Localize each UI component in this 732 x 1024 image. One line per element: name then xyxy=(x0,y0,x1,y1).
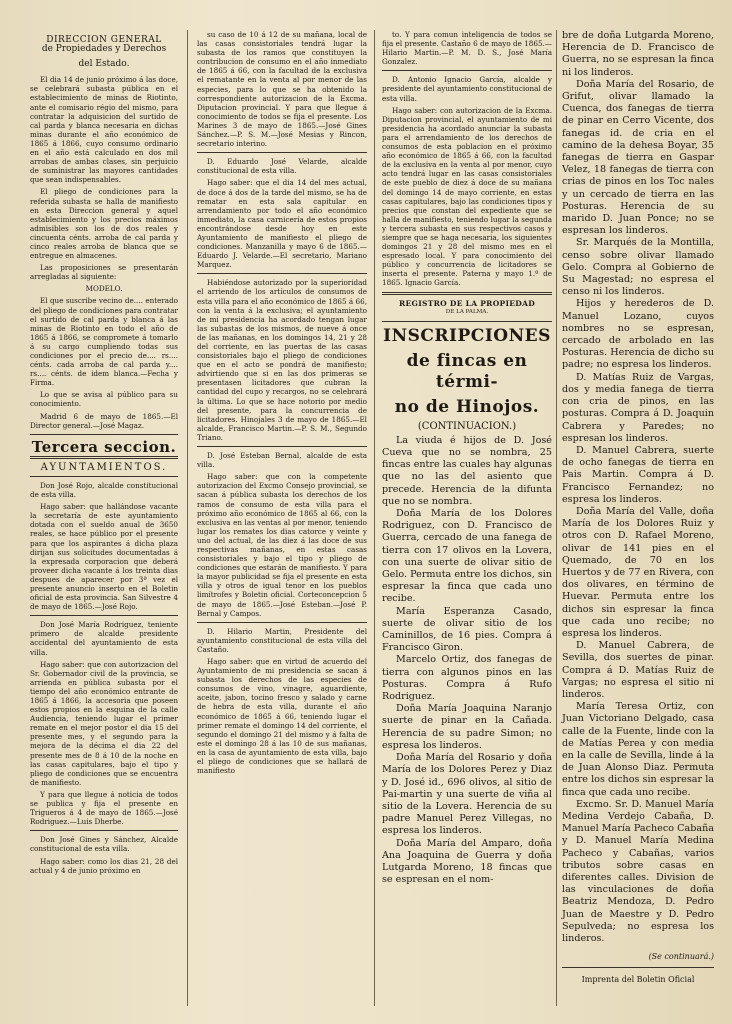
title-line-3: no de Hinojos. xyxy=(394,396,540,417)
title-line-2: de fincas en térmi- xyxy=(406,350,528,392)
paragraph: Hago saber: con autorizacion de la Excma. Diputacion provincial, el ayuntamiento de mi presidencia ha acordado anunciar la subasta para el arrendamiento de los derechos de consumos de esta poblacion en el próximo año económico de 1865 á 66, con la facultad de la exclusiva en la venta al por menor, cuyo acto tendrá lugar en las casas consistoriales de este pueblo de diez á doce de su mañana del domingo 14 de mayo corriente, en estas casas capitulares, bajo las condiciones tipos y precios que constan del expediente que se halla de manifiesto, teniendo lugar la segunda y tercera subasta en sus respectivos casos y siempre que se haga necesaria, los siguientes domingos 21 y 28 del mismo mes en el espresado local. Y para conocimiento del público y concurrencia de licitadores se inserta el presente. Paterna y mayo 1.º de 1865. Ignacio García. xyxy=(382,105,552,288)
paragraph: D. Manuel Cabrera, suerte de ocho fanegas de tierra en Pais Martin. Compra á D. Francisco Fernandez; no espresa los linderos. xyxy=(562,444,714,505)
heading-propiedades: de Propiedades y Derechos xyxy=(41,44,167,55)
divider xyxy=(197,273,367,274)
modelo-heading: MODELO. xyxy=(85,284,123,294)
paragraph: Doña María de los Dolores Rodriguez, con D. Francisco de Guerra, cercado de una fanega de tierra con 17 olivos en la Lovera, con una suerte de olivar sitio de Gelo. Permuta entre los dichos, sin espresar la finca que cada uno recibe. xyxy=(382,508,552,605)
paragraph: La viuda é hijos de D. José Cueva que no se nombra, 25 fincas entre las cuales hay algunas que no las del asiento que precede. Herencia de la difunta que no se nombra. xyxy=(382,434,552,507)
paragraph: D. José Esteban Bernal, alcalde de esta villa. xyxy=(197,451,367,470)
paragraph: D. Antonio Ignacio García, alcalde y presidente del ayuntamiento constitucional de esta villa. xyxy=(382,75,552,103)
paragraph: Doña María del Valle, doña María de los Dolores Ruiz y otros con D. Rafael Moreno, olivar de 141 pies en el Quemado, de 70 en los Huertos y de 77 en Rivera, con dos olivares, en término de Huevar. Permuta entre los dichos sin espresar la finca que cada uno recibe; no espresa los linderos. xyxy=(562,505,714,639)
paragraph: Excmo. Sr. D. Manuel María Medina Verdejo Cabaña, D. Manuel María Pacheco Cabaña y D. Manuel María Medina Pacheco y Cabañas, varios tributos sobre casas en diferentes calles. Division de las vinculaciones de doña Beatriz Mendoza, D. Pedro Juan de Maestre y D. Pedro Sepulveda; no espresa los linderos. xyxy=(562,798,714,945)
divider xyxy=(382,292,552,295)
paragraph: Don José María Rodriguez, teniente primero de alcalde presidente accidental del ayuntamiento de esta villa. xyxy=(30,620,178,657)
registro-heading: REGISTRO DE LA PROPIEDAD xyxy=(398,298,536,308)
paragraph: D. Matías Ruiz de Vargas, dos y media fanega de tierra con cria de pinos, en las posturas. Compra á D. Joaquin Cabrera y Paredes; no espresan los linderos. xyxy=(562,371,714,444)
divider xyxy=(30,615,178,616)
heading-estado: del Estado. xyxy=(78,59,130,70)
paragraph: Madrid 6 de mayo de 1865.—El Director general.—José Magaz. xyxy=(30,411,178,430)
paragraph: Hijos y herederos de D. Manuel Lozano, cuyos nombres no se espresan, cercado de arbolado en las Posturas. Herencia de dicho su padre; no espresa los linderos. xyxy=(562,298,714,371)
column-2 xyxy=(197,30,367,778)
paragraph: D. Manuel Cabrera, de Sevilla, dos suertes de pinar. Compra á D. Matías Ruiz de Vargas; no espresa el sitio ni linderos. xyxy=(562,640,714,700)
paragraph: Hago saber: como los dias 21, 28 del actual y 4 de junio próximo en xyxy=(30,856,178,875)
divider xyxy=(197,446,367,447)
paragraph: Hago saber: que en virtud de acuerdo del Ayuntamiento de mi presidencia se sacan á subasta los derechos de las especies de consumos de vino, vinagre, aguardiente, aceite, jabon, tocino fresco y salado y carne de hebra de esta villa, durante el año económico de 1865 á 66, teniendo lugar el primer remate el domingo 14 del corriente, el segundo el domingo 21 del mismo y á falta de este el domingo 28 á las 10 de sus mañanas, en la casa de ayuntamiento de esta villa, bajo el pliego de condiciones que se hallará de manifiesto xyxy=(197,657,367,776)
column-rule xyxy=(556,30,557,1006)
paragraph: Sr. Marqués de la Montilla, censo sobre olivar llamado Gelo. Compra al Gobierno de Su Magestad; no espresa el censo ni los linderos. xyxy=(562,237,714,298)
paragraph: bre de doña Lutgarda Moreno, Herencia de D. Francisco de Guerra, no se espresan la finca ni los linderos. xyxy=(562,30,714,78)
paragraph: Las proposiciones se presentarán arregladas al siguiente: xyxy=(30,263,178,282)
divider xyxy=(30,476,178,477)
column-1 xyxy=(30,30,178,878)
column-4 xyxy=(562,30,714,987)
title-line-1: INSCRIPCIONES xyxy=(383,325,551,346)
divider xyxy=(382,70,552,71)
divider xyxy=(30,434,178,435)
paragraph: María Teresa Ortiz, con Juan Victoriano Delgado, casa calle de la Fuente, linde con la de Matías Perea y con media en la calle de Sevilla, linde á la de Juan Alonso Diaz. Permuta entre los dichos sin espresar la finca que cada uno recibe. xyxy=(562,701,714,798)
paragraph: Doña María del Amparo, doña Ana Joaquina de Guerra y doña Lutgarda Moreno, 18 fincas que se espresan en el nom- xyxy=(382,837,552,886)
heading-direccion: DIRECCION GENERAL xyxy=(46,35,162,45)
divider xyxy=(382,321,552,322)
section-heading: Tercera seccion. xyxy=(31,437,177,456)
paragraph: Doña María del Rosario, de Grifut, olivar llamado la Cuenca, dos fanegas de tierra de pinar en Cerro Vicente, dos fanegas id. de cria en el camino de la dehesa Boyar, 35 fanegas de tierra en Gaspar Velez, 18 fanegas de tierra con crias de pinos en los Toc nales y un cercado de tierra en las Posturas. Herencia de su marido D. Juan Ponce; no se espresan los linderos. xyxy=(562,78,714,237)
paragraph: Don José Rojo, alcalde constitucional de esta villa. xyxy=(30,480,178,500)
paragraph: Hago saber: que con la competente autorizacion del Excmo Consejo provincial, se sacan á pública subasta los derechos de los ramos de consumo de esta villa para el próximo año económico de 1865 al 66, con la exclusiva en las ventas al por menor, teniendo lugar los remates los dias catorce y veinte y uno del actual, de las diez á las doce de sus respectivas mañanas, en estas casas consistoriales y bajo el tipo y pliego de condiciones que estarán de manifiesto. Y para la mayor publicidad se fija el presente en esta villa y otros de igual tenor en los pueblos limítrofes y Boletin oficial. Corteconcepcion 5 de mayo de 1865.—José Esteban.—José P. Bernal y Campos. xyxy=(197,472,367,618)
divider xyxy=(30,456,178,459)
ayuntamientos-heading: AYUNTAMIENTOS. xyxy=(40,461,168,473)
registro-subheading: DE LA PALMA. xyxy=(445,308,489,315)
divider xyxy=(197,152,367,153)
paragraph: Doña María del Rosario y doña María de los Dolores Perez y Diaz y D. José id., 696 olivos, al sitio de Pai-martin y una suerte de viña al sitio de la Lovera. Herencia de su padre Manuel Perez Villegas, no espresa los linderos. xyxy=(382,752,552,837)
se-continuara: (Se continuará.) xyxy=(648,952,714,962)
paragraph: D. Eduardo José Velarde, alcalde constitucional de esta villa. xyxy=(197,157,367,176)
paragraph: Marcelo Ortiz, dos fanegas de tierra con algunos pinos en las Posturas. Compra á Rufo Rodriguez. xyxy=(382,654,552,703)
continuacion: (CONTINUACION.) xyxy=(417,420,517,432)
paragraph: to. Y para comun inteligencia de todos se fija el presente. Castaño 6 de mayo de 1865.—Hilario Martin.—P. M. D. S., José María Gonzalez. xyxy=(382,30,552,67)
column-rule xyxy=(374,30,375,1006)
column-3 xyxy=(382,30,552,886)
paragraph: Lo que se avisa al público para su conocimiento. xyxy=(30,390,178,409)
printer-imprint: Imprenta del Boletin Oficial xyxy=(581,975,695,985)
paragraph: El dia 14 de junio próximo á las doce, se celebrará subasta pública en el establecimiento de minas de Riotinto, ante el comisario régio del mismo, para contratar la adquisicion del surtido de cal parda y blanca necesaria en dichas minas durante el año económico de 1865 á 1866, cuyo consumo ordinario en el año está calculado en dos mil arrobas de ambas clases, sin perjuicio de suministrar las mayores cantidades que sean indispensables. xyxy=(30,75,178,185)
inscripciones-body xyxy=(382,435,552,887)
paragraph: María Esperanza Casado, suerte de olivar sitio de los Caminillos, de 16 pies. Compra á Francisco Giron. xyxy=(382,605,552,654)
paragraph: Habiéndose autorizado por la superioridad el arriendo de los artículos de consumos de esta villa para el año económico de 1865 á 66, con la venta á la exclusiva; el ayuntamiento de mi presidencia ha acordado tengan lugar las subastas de los mismos, de nueve á once de las mañanas, en los domingos 14, 21 y 28 del corriente, en las puertas de las casas consistoriales bajo el pliego de condiciones que en el acto se pondrá de manifiesto; advirtiendo que si en las dos primeras se presentasen licitadores que cubran la cantidad del cupo y recargos, no se celebrará la última. Lo que se hace notorio por medio del presente, para la concurrencia de licitadores. Hinojales 3 de mayo de 1865.—El alcalde, Francisco Martin.—P. S. M., Segundo Triano. xyxy=(197,278,367,442)
paragraph: El que suscribe vecino de.... enterado del pliego de condiciones para contratar el surtido de cal parda y blanca á las minas de Riotinto en todo el año de 1865 á 1866, se compromete á tomarlo á su cargo cumpliendo todas sus condiciones por el precio de.... rs.... cénts. cada arroba de cal parda y.... rs.... cénts. de idem blanca.—Fecha y Firma. xyxy=(30,296,178,388)
column-rule xyxy=(187,30,188,1006)
divider xyxy=(197,622,367,623)
divider xyxy=(562,967,714,968)
paragraph: D. Hilario Martin, Presidente del ayuntamiento constitucional de esta villa del Castaño. xyxy=(197,626,367,654)
paragraph: Don José Gines y Sánchez, Alcalde constitucional de esta villa. xyxy=(30,835,178,854)
divider xyxy=(30,830,178,831)
paragraph: Hago saber: que el dia 14 del mes actual, de doce á dos de la tarde del mismo, se ha de rematar en esta sala capitular en arrendamiento por todo el año económico inmediato, la casa carnicería de estos propios encontrándose desde hoy en este Ayuntamiento de manifiesto el pliego de condiciones. Manzanilla y mayo 6 de 1865.—Eduardo J. Velarde.—El secretario, Mariano Marquez. xyxy=(197,178,367,270)
paragraph: Hago saber: que hallándose vacante la secretaría de este ayuntamiento dotada con el sueldo anual de 3650 reales, se hace público por el presente para que los aspirantes á dicha plaza dirijan sus solicitudes documentadas á la expresada corporacion que deberá proveer dicha vacante á los treinta dias despues de aparecer por 3ª vez el presente anuncio inserto en el Boletin oficial de esta provincia. San Silvestre 4 de mayo de 1865.—José Rojo. xyxy=(30,502,178,612)
paragraph: El pliego de condiciones para la referida subasta se halla de manifiesto en esta Direccion general y aquel establecimiento y los precios máximos admisibles son los de dos reales y cincuenta cénts. arroba de cal parda y cinco reales arroba de blanca que se entregue en almacenes. xyxy=(30,187,178,261)
paragraph: su caso de 10 á 12 de su mañana, local de las casas consistoriales tendrá lugar la subasta de los ramos que constituyen la contribucion de consumo en el año inmediato de 1865 á 66, con la facultad de la exclusiva el rematante en la venta al por menor de las especies, para lo que se ha obtenido la correspondiente autorizacion de la Excma. Diputacion provincial. Y para que llegue á conocimiento de todos se fija el presente. Los Marines 3 de mayo de 1865.—José Gines Sánchez.—P. S. M.—José Mesias y Rincon, secretario interino. xyxy=(197,30,367,149)
paragraph: Hago saber: que con autorizacion del Sr. Gobernador civil de la provincia, se arrienda en pública subasta por el tiempo del año económico entrante de 1865 á 1866, la accesoria que poseen estos propios en la esquina de la calle Audiencia, teniendo lugar el primer remate en el mejor postor el dia 15 del presente mes, y el segundo para la mejora de la décima el dia 22 del presente mes de 8 á 10 de la noche en las casas capitulares, bajo el tipo y pliego de condiciones que se encuentra de manifiesto. xyxy=(30,659,178,787)
paragraph: Doña María Joaquina Naranjo suerte de pinar en la Cañada. Herencia de su padre Simon; no espresa los linderos. xyxy=(382,703,552,751)
paragraph: Y para que llegue á noticia de todos se publica y fija el presente en Trigueros á 4 de mayo de 1865.—José Rodriguez.—Luis Dherbe. xyxy=(30,789,178,827)
